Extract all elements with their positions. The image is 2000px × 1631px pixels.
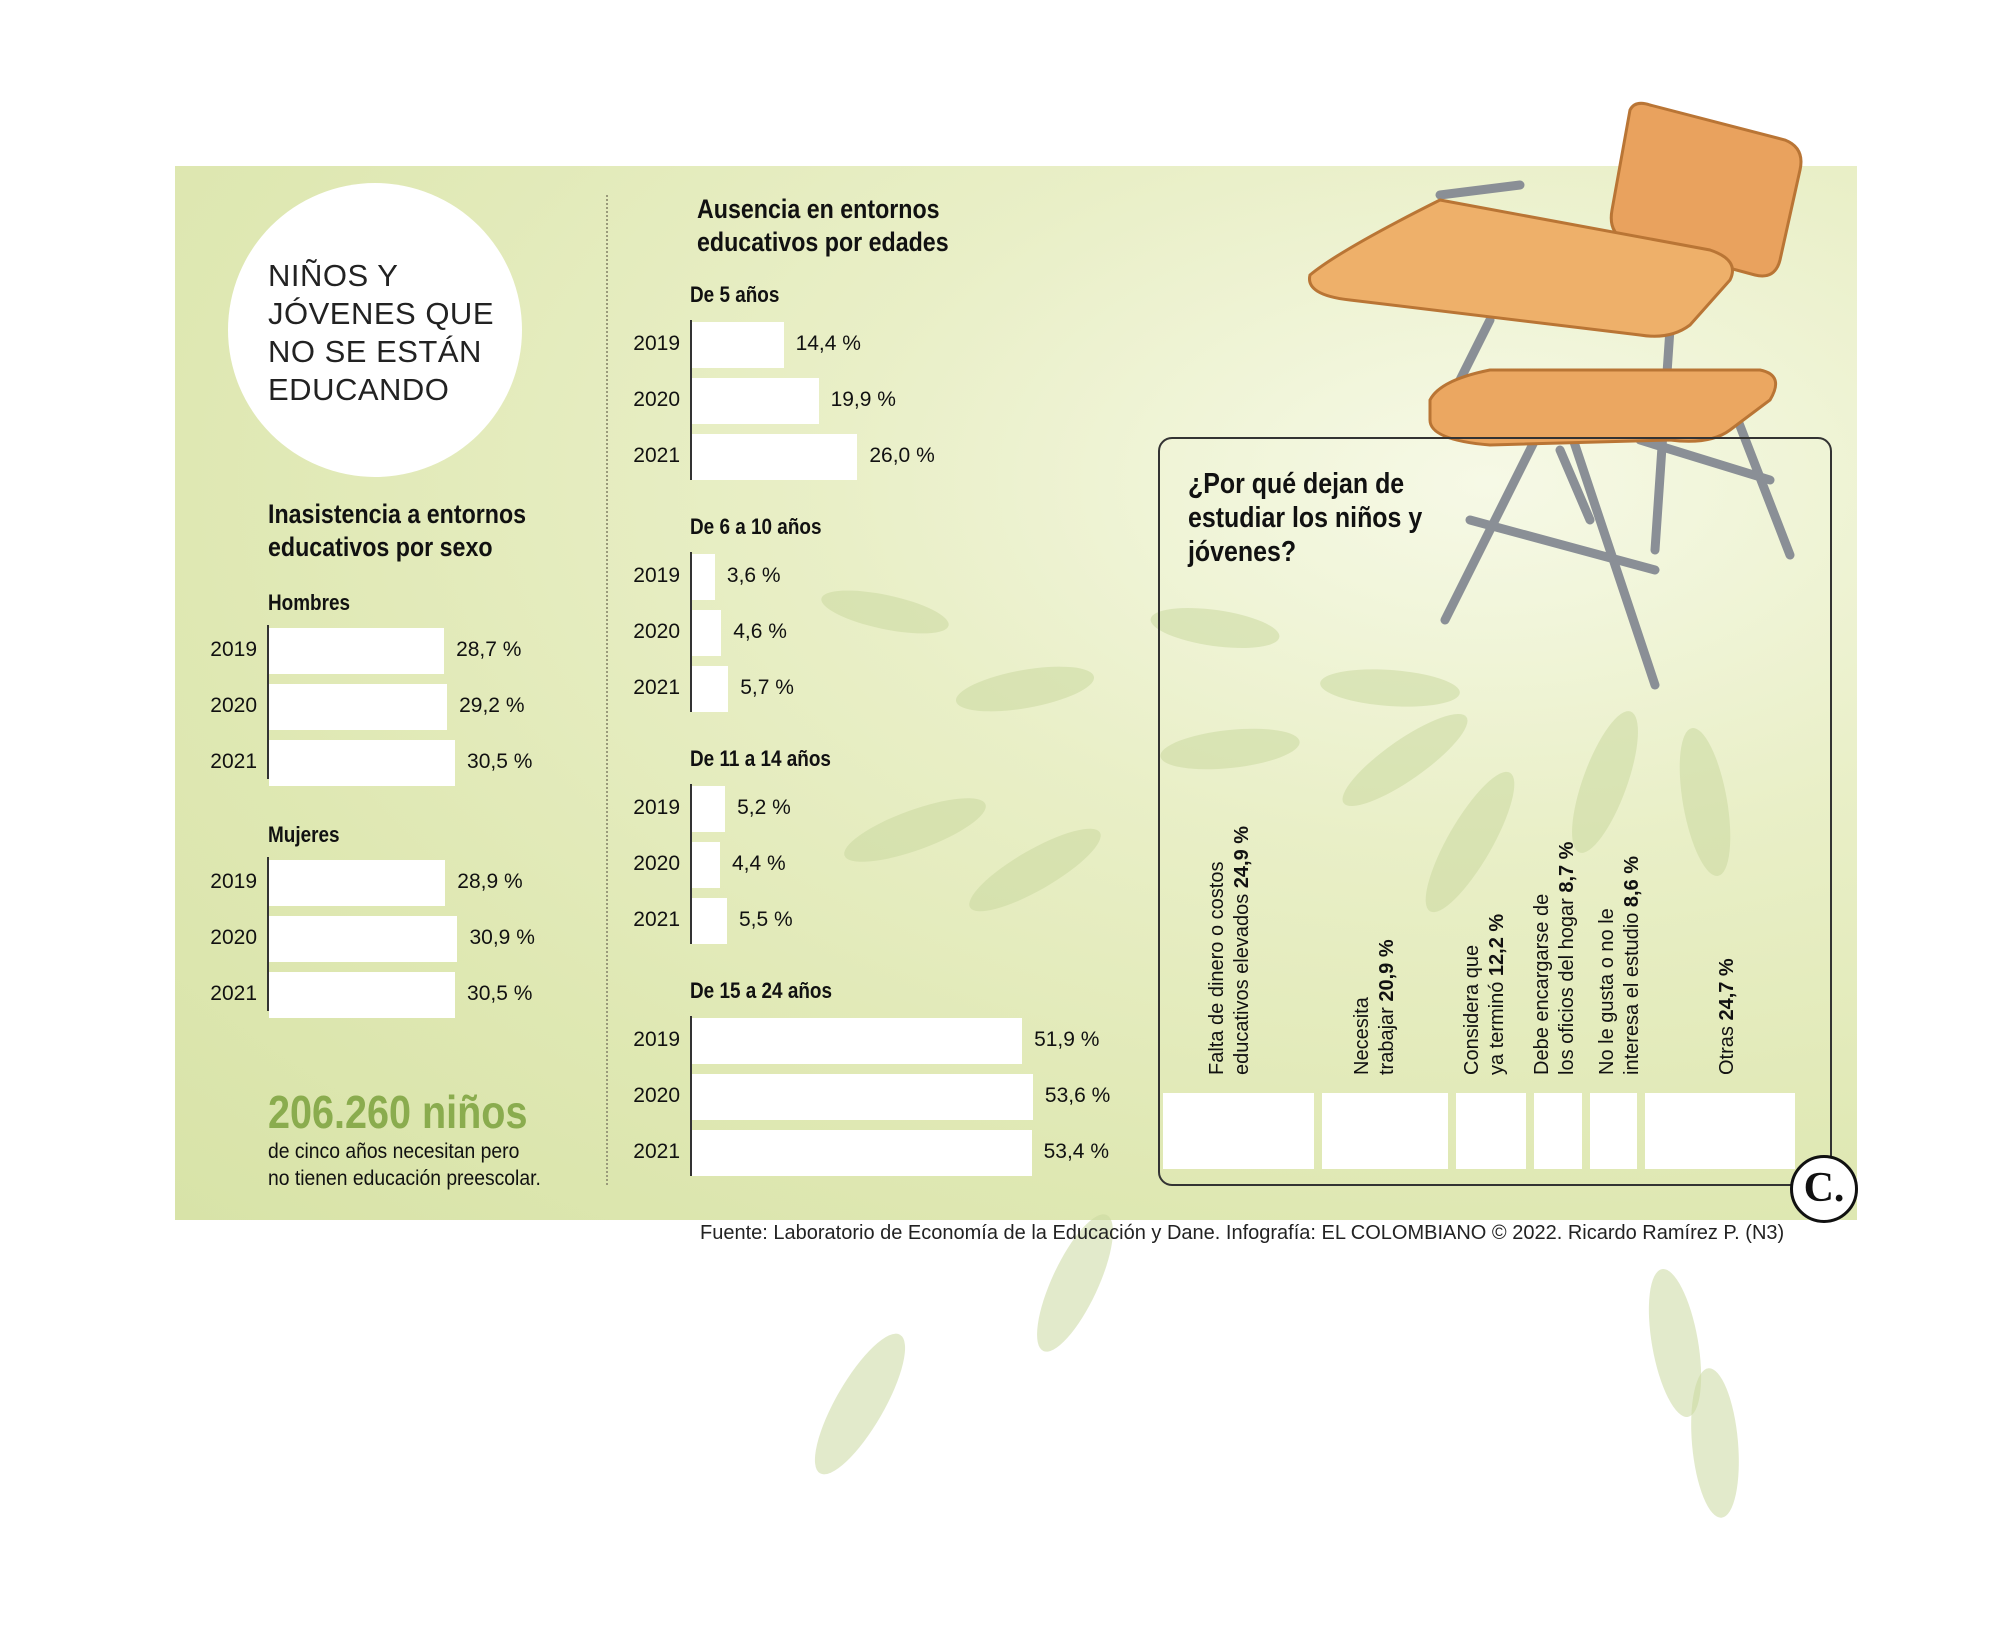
year-label: 2021 [633,444,680,467]
year-label: 2019 [633,564,680,587]
reason-bar [1534,1093,1582,1169]
bar [692,1018,1022,1064]
year-label: 2020 [633,620,680,643]
reason-bar [1322,1093,1448,1169]
sex-chart-title: Inasistencia a entornos educativos por sexo [268,499,527,562]
reason-text: ya terminó [1486,976,1508,1075]
reason-label [1350,939,1400,1075]
reason-label-line2 [1555,842,1580,1075]
year-label: 2020 [210,694,257,717]
bar [692,1074,1033,1120]
reasons-chart-title: ¿Por qué dejan de estudiar los niños y jóvenes? [1188,468,1423,568]
highlight-number: 206.260 niños [268,1086,528,1138]
year-label: 2020 [210,926,257,949]
year-label: 2019 [210,638,257,661]
year-label: 2020 [633,852,680,875]
reason-bar [1590,1093,1637,1169]
bar [692,322,784,368]
reason-label-line1: Considera que [1461,944,1483,1075]
reason-value: 8,7 % [1556,841,1578,893]
value-label: 4,4 % [731,852,786,875]
reason-bar [1456,1093,1526,1169]
reason-label-line1: Falta de dinero o costos [1206,861,1228,1075]
value-label: 30,5 % [467,982,533,1005]
reason-label [1460,914,1510,1075]
value-label: 28,7 % [456,638,522,661]
bar [692,842,720,888]
value-label: 5,5 % [738,908,793,931]
bar [692,898,727,944]
reason-label [1530,842,1580,1075]
el-colombiano-logo [1790,1155,1858,1223]
value-label: 19,9 % [830,388,896,411]
year-label: 2019 [633,332,680,355]
bar [269,740,455,786]
reason-value: 20,9 % [1376,939,1398,1002]
year-label: 2019 [633,1028,680,1051]
year-label: 2021 [210,982,257,1005]
reason-bar [1163,1093,1314,1169]
highlight-description [268,1138,581,1192]
year-label: 2019 [633,796,680,819]
reason-text: educativos elevados [1231,888,1253,1075]
bar [692,434,857,480]
year-label: 2021 [633,908,680,931]
bar [269,860,445,906]
year-label: 2020 [633,388,680,411]
reason-text: los oficios del hogar [1556,892,1578,1075]
bar [269,916,457,962]
source-credit: Fuente: Laboratorio de Economía de la Educación y Dane. Infografía: EL COLOMBIANO © 2022. Ricardo Ramírez P. (N3) [700,1222,1785,1244]
age-chart-title: Ausencia en entornos educativos por edades [697,194,949,257]
value-label: 5,7 % [740,676,794,699]
logo-letter: C. [1803,1165,1845,1211]
sex-group-label: Mujeres [268,822,340,847]
value-label: 51,9 % [1034,1028,1100,1051]
reason-label-line2 [1230,826,1255,1075]
bar [269,684,447,730]
reason-text: trabajar [1376,1001,1398,1075]
reason-value: 12,2 % [1486,913,1508,977]
reason-text: interesa el estudio [1621,907,1643,1075]
bar [692,786,725,832]
bar [692,666,728,712]
reason-label [1715,958,1740,1075]
year-label: 2019 [210,870,257,893]
age-group-label: De 5 años [690,282,780,307]
reason-label [1595,856,1645,1075]
highlight-line-2: no tienen educación preescolar. [268,1167,541,1190]
sex-group-label: Hombres [268,590,351,615]
bar [692,1130,1032,1176]
value-label: 29,2 % [459,694,525,717]
age-group-label: De 6 a 10 años [690,514,822,539]
year-label: 2020 [633,1084,680,1107]
bar [692,554,715,600]
value-label: 4,6 % [733,620,787,643]
year-label: 2021 [633,1140,680,1163]
title-circle-text: NIÑOS Y JÓVENES QUE NO SE ESTÁN EDUCANDO [268,258,494,407]
reason-bar [1645,1093,1795,1169]
reason-value: 24,7 % [1716,958,1738,1021]
reason-label-line1: No le gusta o no le [1596,908,1618,1075]
value-label: 26,0 % [869,444,935,467]
age-group-label: De 15 a 24 años [690,978,832,1003]
value-label: 30,5 % [467,750,533,773]
highlight-line-1: de cinco años necesitan pero [268,1140,520,1163]
value-label: 3,6 % [726,564,781,587]
age-group-label: De 11 a 14 años [690,746,831,771]
reason-label-line2 [1375,939,1400,1075]
reason-label-line2 [1715,958,1740,1075]
bar [692,610,721,656]
reason-value: 8,6 % [1621,855,1643,908]
year-label: 2021 [633,676,680,699]
bar [269,972,455,1018]
bar [692,378,819,424]
bar [269,628,444,674]
reason-label-line1: Necesita [1351,997,1373,1075]
reason-label-line1: Debe encargarse de [1531,893,1553,1075]
reason-text: Otras [1716,1020,1738,1075]
value-label: 14,4 % [795,332,861,355]
value-label: 30,9 % [469,926,535,949]
reason-label [1205,826,1255,1075]
value-label: 53,4 % [1043,1140,1109,1163]
reason-value: 24,9 % [1231,825,1253,889]
value-label: 28,9 % [457,870,523,893]
value-label: 5,2 % [737,796,791,819]
reason-label-line2 [1620,856,1645,1075]
reason-label-line2 [1485,914,1510,1075]
value-label: 53,6 % [1044,1084,1111,1107]
year-label: 2021 [210,750,257,773]
